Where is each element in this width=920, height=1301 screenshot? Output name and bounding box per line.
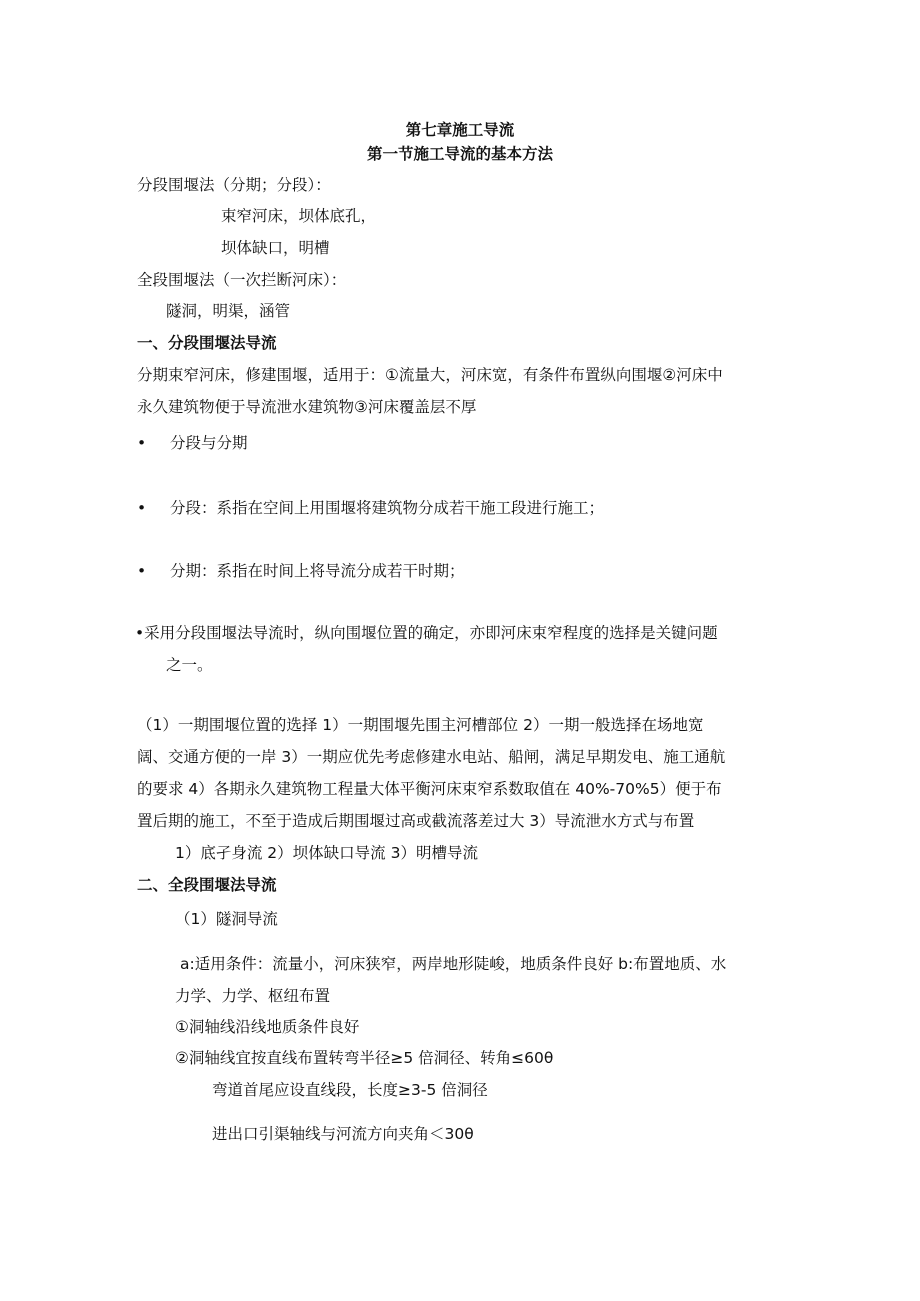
- condition-item: 弯道首尾应设直线段，长度≥3-5 倍洞径: [212, 1081, 488, 1099]
- bullet-mark: •: [137, 434, 147, 452]
- staged-method-item: 束窄河床，坝体底孔，: [221, 207, 377, 225]
- section-heading-2: 二、全段围堰法导流: [137, 876, 277, 894]
- subsection-title: （1）隧洞导流: [175, 910, 278, 928]
- bullet-paragraph-line: •采用分段围堰法导流时，纵向围堰位置的确定，亦即河床束窄程度的选择是关键问题: [135, 624, 718, 642]
- paragraph-line: 永久建筑物便于导流泄水建筑物③河床覆盖层不厚: [137, 398, 477, 416]
- bullet-text: 分期：系指在时间上将导流分成若干时期；: [170, 562, 465, 580]
- full-method-item: 隧洞，明渠，涵管: [166, 302, 291, 320]
- paragraph-line: 力学、力学、枢纽布置: [175, 987, 331, 1005]
- bullet-text: 分段与分期: [170, 434, 248, 452]
- bullet-paragraph-line: 之一。: [166, 656, 213, 674]
- paragraph-line: （1）一期围堰位置的选择 1）一期围堰先围主河槽部位 2）一期一般选择在场地宽: [137, 716, 704, 734]
- full-method-heading: 全段围堰法（一次拦断河床）：: [137, 271, 347, 289]
- section-title: 第一节施工导流的基本方法: [366, 145, 553, 163]
- paragraph-line: 置后期的施工，不至于造成后期围堰过高或截流落差过大 3）导流泄水方式与布置: [137, 812, 695, 830]
- chapter-title: 第七章施工导流: [405, 121, 515, 139]
- paragraph-line: 分期束窄河床，修建围堰，适用于：①流量大，河床宽，有条件布置纵向围堰②河床中: [137, 366, 723, 384]
- paragraph-line: 的要求 4）各期永久建筑物工程量大体平衡河床束窄系数取值在 40%-70%5）便于布: [137, 780, 722, 798]
- condition-item: 进出口引渠轴线与河流方向夹角＜30θ: [212, 1125, 474, 1143]
- bullet-mark: •: [137, 499, 147, 517]
- staged-method-heading: 分段围堰法（分期；分段）：: [137, 176, 331, 194]
- paragraph-line: a:适用条件：流量小，河床狭窄，两岸地形陡峻，地质条件良好 b:布置地质、水: [180, 955, 727, 973]
- staged-method-item: 坝体缺口，明槽: [221, 239, 330, 257]
- section-heading-1: 一、分段围堰法导流: [137, 334, 277, 352]
- condition-item: ①洞轴线沿线地质条件良好: [175, 1018, 360, 1036]
- bullet-text: 分段：系指在空间上用围堰将建筑物分成若干施工段进行施工；: [170, 499, 605, 517]
- paragraph-line: 1）底孑身流 2）坝体缺口导流 3）明槽导流: [175, 844, 478, 862]
- bullet-mark: •: [137, 562, 147, 580]
- condition-item: ②洞轴线宜按直线布置转弯半径≥5 倍洞径、转角≤60θ: [175, 1049, 554, 1067]
- paragraph-line: 阔、交通方便的一岸 3）一期应优先考虑修建水电站、船闸，满足早期发电、施工通航: [137, 748, 726, 766]
